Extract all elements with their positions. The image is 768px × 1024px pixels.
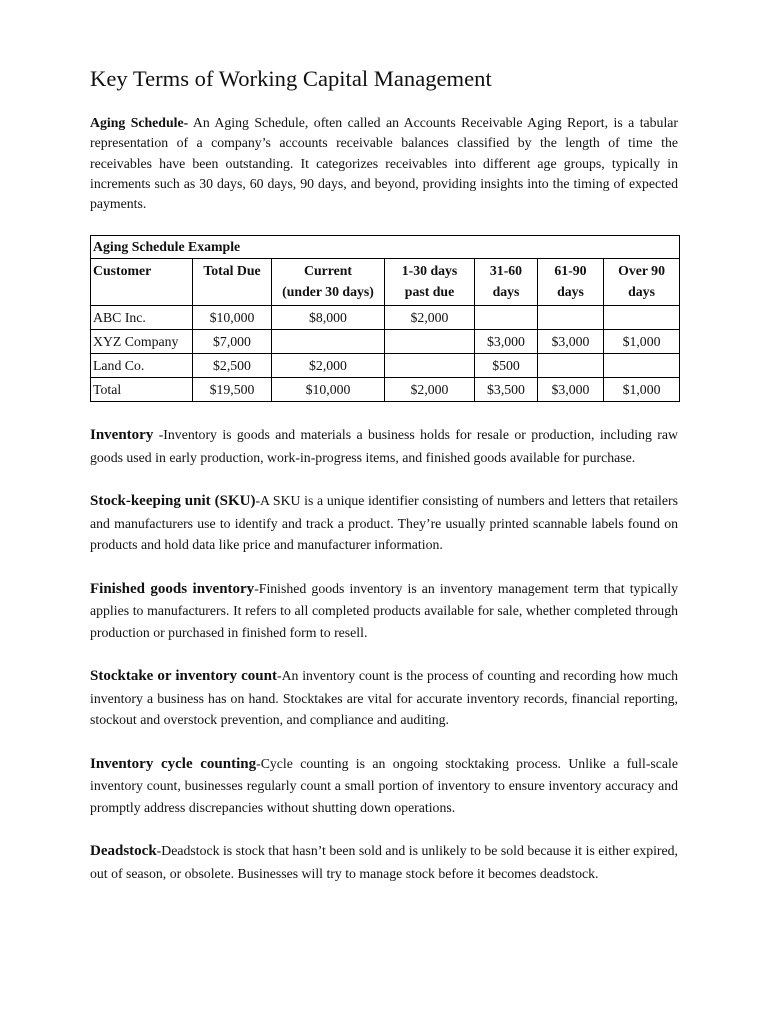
cell-customer: ABC Inc.	[91, 305, 193, 329]
definition-term: Stock-keeping unit (SKU)	[90, 493, 256, 510]
cell-61-90-days: $3,000	[538, 377, 604, 401]
column-header-customer: Customer	[91, 258, 193, 305]
definition-text: -An inventory count is the process of counting and recording how much inventory a business has on hand. Stocktakes are vital for accurate inventory records, financial reporting, stockout and overstock prevention, and compliance and auditing.	[90, 668, 678, 728]
definition-term: Inventory	[90, 427, 154, 444]
table-total-row	[91, 377, 680, 401]
cell-customer: XYZ Company	[91, 329, 193, 353]
aging-schedule-definition	[90, 113, 678, 214]
cell-over-90-days: $1,000	[604, 329, 680, 353]
stocktake-definition	[90, 665, 678, 731]
cell-31-60-days	[475, 305, 538, 329]
definition-term: Deadstock	[90, 843, 157, 860]
cell-over-90-days	[604, 353, 680, 377]
finished-goods-definition	[90, 578, 678, 644]
definition-term: Stocktake or inventory count	[90, 668, 277, 685]
cell-1-30-days	[385, 329, 475, 353]
sku-definition	[90, 490, 678, 556]
definition-text: -A SKU is a unique identifier consisting of numbers and letters that retailers and manufacturers use to identify and track a product. They’re usually printed scannable labels found on products and hold data like price and manufacturer information.	[90, 493, 678, 553]
cycle-counting-definition	[90, 753, 678, 819]
column-header-over-90-days: Over 90 days	[604, 258, 680, 305]
cell-61-90-days	[538, 305, 604, 329]
definition-text: An Aging Schedule, often called an Accounts Receivable Aging Report, is a tabular representation of a company’s accounts receivable balances classified by the length of time the receivables have been outstanding. It categorizes receivables into different age groups, typically in increments such as 30 days, 60 days, 90 days, and beyond, providing insights into the timing of expected payments.	[90, 115, 678, 212]
table-row	[91, 305, 680, 329]
cell-total-due: $10,000	[193, 305, 272, 329]
definition-text: -Inventory is goods and materials a business holds for resale or production, including raw goods used in early production, work-in-progress items, and finished goods available for purchase.	[90, 427, 678, 465]
definition-term: Aging Schedule-	[90, 115, 189, 130]
cell-customer: Total	[91, 377, 193, 401]
cell-current: $8,000	[272, 305, 385, 329]
column-header-31-60-days: 31-60 days	[475, 258, 538, 305]
deadstock-definition	[90, 840, 678, 884]
cell-total-due: $2,500	[193, 353, 272, 377]
table-header-row	[91, 258, 680, 305]
table-row	[91, 329, 680, 353]
definition-term: Inventory cycle counting	[90, 755, 257, 772]
cell-1-30-days	[385, 353, 475, 377]
cell-current: $10,000	[272, 377, 385, 401]
cell-total-due: $7,000	[193, 329, 272, 353]
column-header-61-90-days: 61-90 days	[538, 258, 604, 305]
table-caption-row	[91, 235, 680, 258]
cell-customer: Land Co.	[91, 353, 193, 377]
table-row	[91, 353, 680, 377]
cell-over-90-days: $1,000	[604, 377, 680, 401]
cell-31-60-days: $500	[475, 353, 538, 377]
cell-61-90-days	[538, 353, 604, 377]
definition-text: -Deadstock is stock that hasn’t been sold and is unlikely to be sold because it is either expired, out of season, or obsolete. Businesses will try to manage stock before it becomes deadstock.	[90, 843, 678, 881]
inventory-definition	[90, 424, 678, 468]
column-header-total-due: Total Due	[193, 258, 272, 305]
aging-schedule-table	[90, 235, 680, 402]
page-title: Key Terms of Working Capital Management	[90, 66, 492, 91]
cell-1-30-days: $2,000	[385, 305, 475, 329]
column-header-1-30-days: 1-30 days past due	[385, 258, 475, 305]
cell-61-90-days: $3,000	[538, 329, 604, 353]
column-header-current: Current (under 30 days)	[272, 258, 385, 305]
table-caption: Aging Schedule Example	[91, 235, 680, 258]
cell-1-30-days: $2,000	[385, 377, 475, 401]
cell-over-90-days	[604, 305, 680, 329]
cell-current	[272, 329, 385, 353]
cell-31-60-days: $3,500	[475, 377, 538, 401]
cell-31-60-days: $3,000	[475, 329, 538, 353]
definition-text: -Cycle counting is an ongoing stocktaking process. Unlike a full-scale inventory count, businesses regularly count a small portion of inventory to ensure inventory accuracy and promptly address discrepancies without shutting down operations.	[90, 755, 678, 815]
cell-current: $2,000	[272, 353, 385, 377]
definition-text: -Finished goods inventory is an inventory management term that typically applies to manufacturers. It refers to all completed products available for sale, whether completed through production or purchased in finished form to resell.	[90, 580, 678, 640]
definition-term: Finished goods inventory	[90, 580, 255, 597]
cell-total-due: $19,500	[193, 377, 272, 401]
